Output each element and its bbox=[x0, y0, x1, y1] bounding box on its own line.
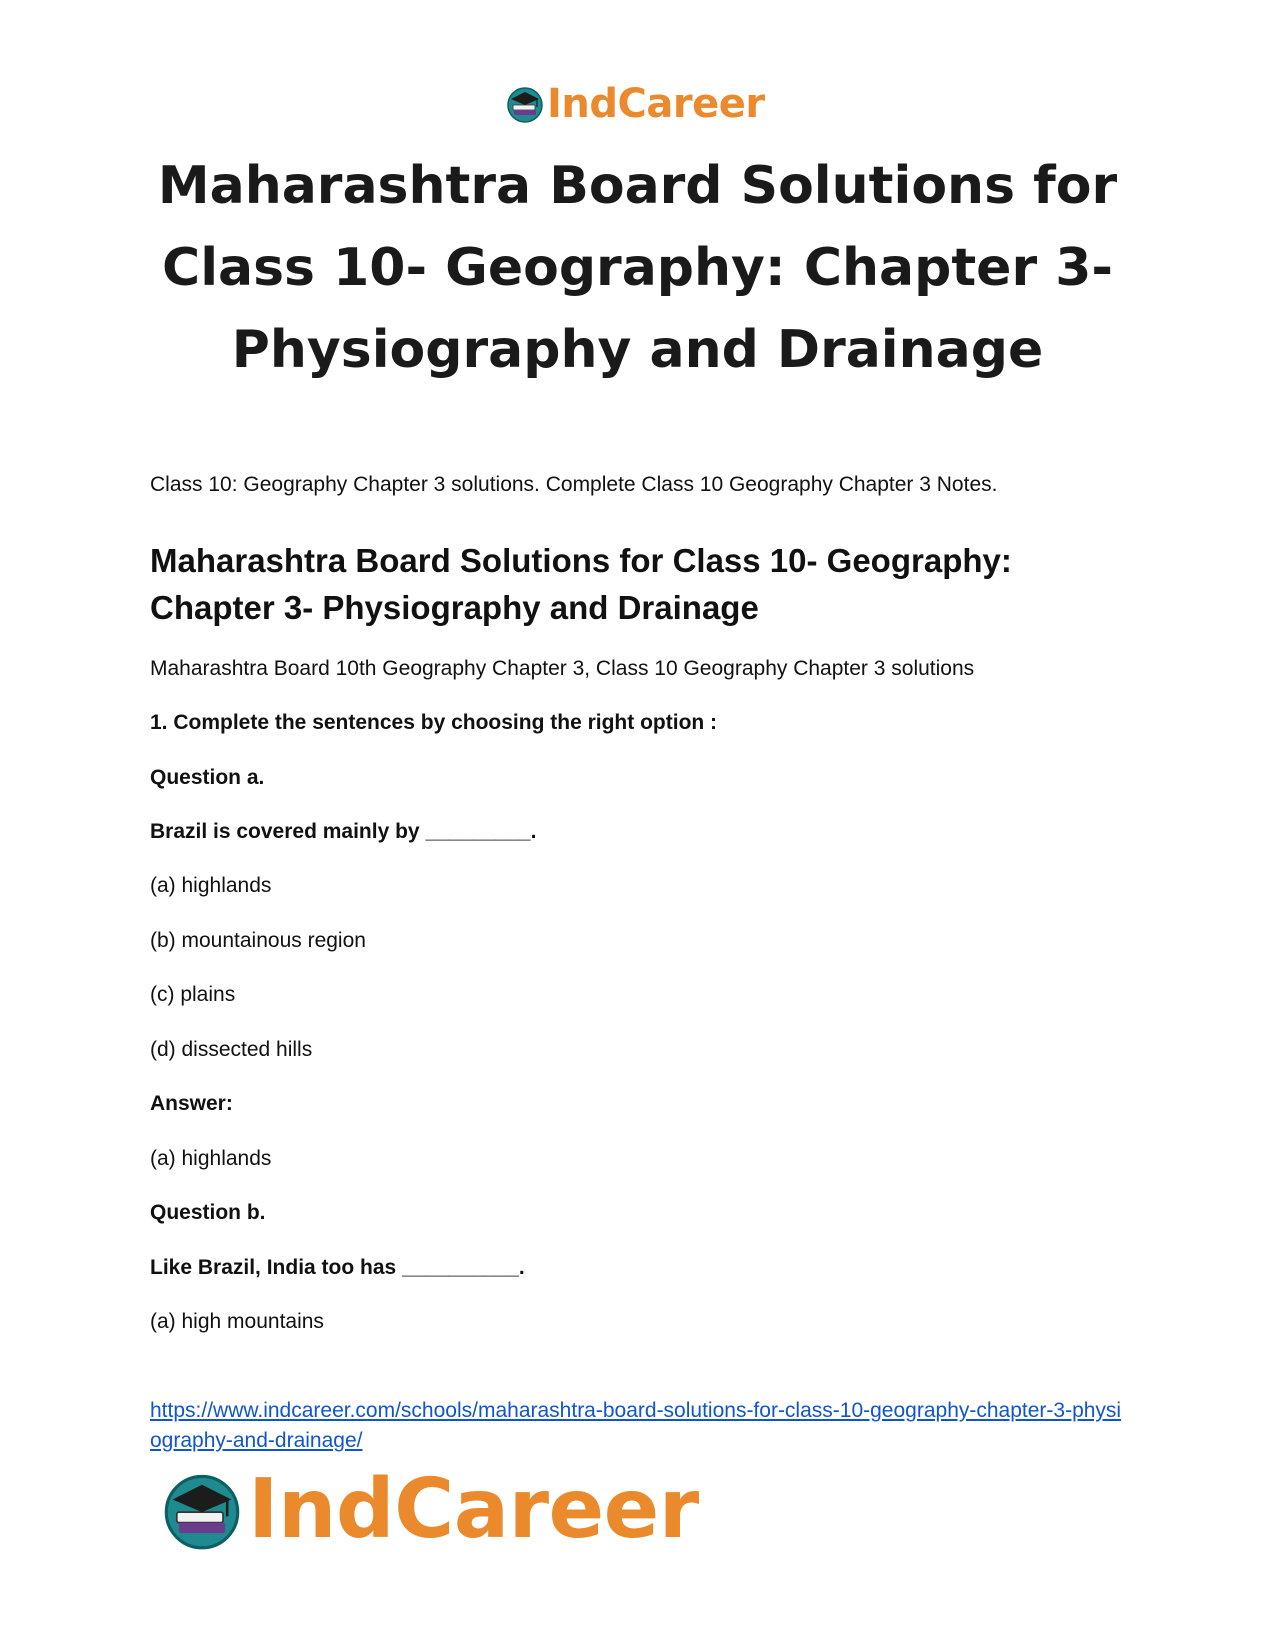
footer-logo bbox=[160, 1460, 699, 1560]
question-b-text: Like Brazil, India too has __________. bbox=[150, 1256, 525, 1279]
graduation-cap-globe-icon bbox=[160, 1468, 244, 1552]
question-a-option: (c) plains bbox=[150, 983, 236, 1006]
header-logo bbox=[505, 80, 765, 128]
answer-text: (a) highlands bbox=[150, 1147, 272, 1170]
question-b-option: (a) high mountains bbox=[150, 1310, 324, 1333]
source-link[interactable]: https://www.indcareer.com/schools/maharashtra-board-solutions-for-class-10-geography-chapter-3-physiography-and-drainage/ bbox=[150, 1399, 1122, 1452]
logo-wordmark: IndCareer bbox=[248, 1462, 699, 1557]
section-title: Maharashtra Board Solutions for Class 10- Geography: Chapter 3- Physiography and Drainage bbox=[150, 542, 1012, 626]
intro-text: Class 10: Geography Chapter 3 solutions. Complete Class 10 Geography Chapter 3 Notes. bbox=[150, 473, 998, 496]
logo-wordmark: IndCareer bbox=[547, 81, 765, 127]
question-a-option: (d) dissected hills bbox=[150, 1038, 313, 1061]
page-title: Maharashtra Board Solutions for Class 10- Geography: Chapter 3- Physiography and Drainage bbox=[157, 156, 1118, 380]
question-a-text: Brazil is covered mainly by _________. bbox=[150, 820, 537, 843]
answer-label: Answer: bbox=[150, 1092, 233, 1115]
question-a-option: (b) mountainous region bbox=[150, 929, 366, 952]
keywords-line: Maharashtra Board 10th Geography Chapter 3, Class 10 Geography Chapter 3 solutions bbox=[150, 657, 975, 680]
section-heading: 1. Complete the sentences by choosing the right option : bbox=[150, 711, 718, 734]
question-b-label: Question b. bbox=[150, 1201, 266, 1224]
graduation-cap-globe-icon bbox=[505, 84, 545, 124]
question-a-option: (a) highlands bbox=[150, 874, 272, 897]
question-a-label: Question a. bbox=[150, 766, 265, 789]
